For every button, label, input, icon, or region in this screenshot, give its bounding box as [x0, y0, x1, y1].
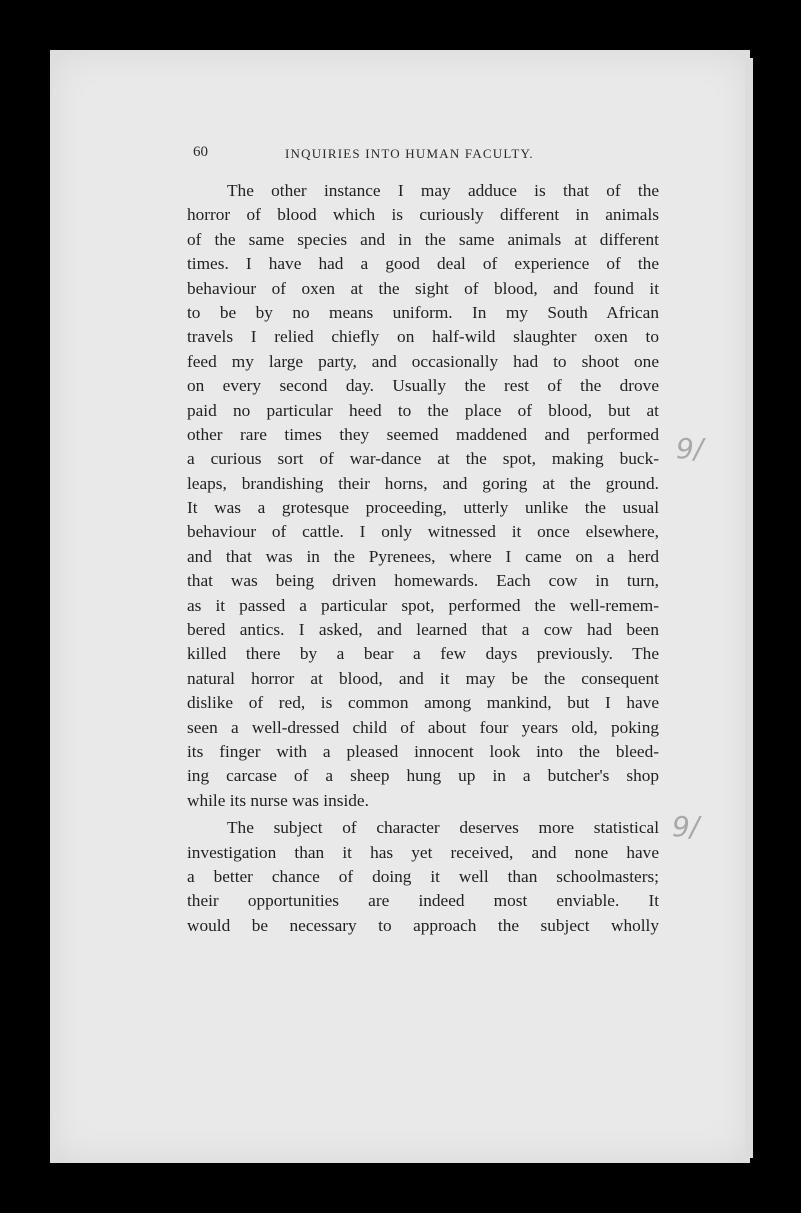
paragraph-1 [187, 179, 659, 813]
page-edge [745, 58, 753, 1158]
text-line: its finger with a pleased innocent look into the bleed- [187, 741, 659, 761]
text-line: paid no particular heed to the place of blood, but at [187, 400, 659, 420]
text-line: their opportunities are indeed most enviable. It [187, 891, 659, 911]
margin-annotation: 9/ [672, 810, 700, 843]
text-line: that was being driven homewards. Each cow in turn, [187, 571, 659, 591]
text-line: The other instance I may adduce is that of the [227, 181, 659, 200]
text-line: It was a grotesque proceeding, utterly unlike the usual [187, 498, 659, 518]
text-line: seen a well-dressed child of about four years old, poking [187, 717, 659, 737]
margin-annotation: 9/ [676, 432, 704, 465]
text-line: travels I relied chiefly on half-wild slaughter oxen to [187, 327, 659, 347]
text-line: a curious sort of war-dance at the spot, making buck- [187, 449, 659, 469]
text-line: other rare times they seemed maddened and performed [187, 424, 659, 444]
page-number: 60 [193, 144, 208, 160]
text-line: a better chance of doing it well than schoolmasters; [187, 866, 659, 886]
text-line: of the same species and in the same animals at different [187, 229, 659, 249]
text-line: bered antics. I asked, and learned that a cow had been [187, 620, 659, 640]
text-line: and that was in the Pyrenees, where I came on a herd [187, 546, 659, 566]
text-line: to be by no means uniform. In my South African [187, 302, 659, 322]
text-line: horror of blood which is curiously different in animals [187, 205, 659, 225]
text-line: behaviour of cattle. I only witnessed it once elsewhere, [187, 522, 659, 542]
page-header [193, 144, 663, 164]
text-line: while its nurse was inside. [187, 790, 369, 810]
running-head: INQUIRIES INTO HUMAN FACULTY. [285, 146, 534, 161]
paragraph-2 [187, 816, 659, 938]
text-line: times. I have had a good deal of experience of the [187, 254, 659, 274]
text-line: feed my large party, and occasionally had to shoot one [187, 351, 659, 371]
text-line: on every second day. Usually the rest of the drove [187, 376, 659, 396]
body-text [187, 179, 659, 938]
text-line: would be necessary to approach the subject wholly [187, 915, 659, 935]
text-line: killed there by a bear a few days previously. The [187, 644, 659, 664]
text-line: leaps, brandishing their horns, and goring at the ground. [187, 473, 659, 493]
text-line: investigation than it has yet received, and none have [187, 842, 659, 862]
text-line: as it passed a particular spot, performed the well-remem- [187, 595, 659, 615]
text-line: dislike of red, is common among mankind, but I have [187, 693, 659, 713]
text-line: natural horror at blood, and it may be the consequent [187, 668, 659, 688]
text-line: ing carcase of a sheep hung up in a butcher's shop [187, 766, 659, 786]
text-line: The subject of character deserves more statistical [227, 818, 659, 838]
text-line: behaviour of oxen at the sight of blood, and found it [187, 278, 659, 298]
